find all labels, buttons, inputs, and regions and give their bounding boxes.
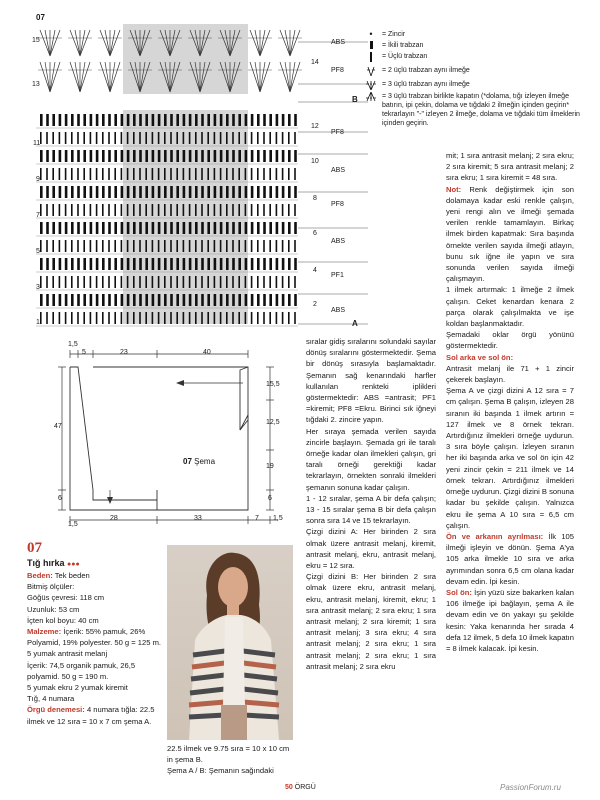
legend (366, 30, 588, 128)
row-num: 13 (32, 81, 40, 88)
photo-caption: 22.5 ilmek ve 9.75 sıra = 10 x 10 cm in şema B. Şema A / B: Şemanın sağındaki (167, 744, 290, 776)
page-number: 50 (285, 784, 293, 791)
dim-label: 12,5 (266, 419, 280, 426)
right-row-num: 14 (311, 59, 319, 66)
legend-item: = İkili trabzan (366, 41, 588, 50)
row-num: 1 (36, 319, 40, 326)
dim-label: 23 (120, 349, 128, 356)
dim-label: 1,5 (273, 515, 283, 522)
schema-label: 07 Şema (183, 457, 216, 466)
article-number: 07 (27, 540, 42, 556)
right-row-num: 8 (313, 195, 317, 202)
watermark: PassionForum.ru (500, 783, 561, 792)
magazine-name: ÖRGÜ (294, 784, 316, 791)
dim-label: 1,5 (68, 341, 78, 348)
two-treble-same-stitch-icon (366, 66, 376, 76)
color-label: ABS (331, 307, 346, 314)
color-label: PF8 (331, 201, 344, 208)
row-num: 5 (36, 248, 40, 255)
right-row-num: 4 (313, 267, 317, 274)
three-treble-together-icon (366, 92, 376, 102)
legend-item: = Üçlü trabzan (366, 52, 588, 62)
article-title: Tığ hırka (27, 558, 65, 568)
right-row-num: 10 (311, 158, 319, 165)
legend-item: • = Zincir (366, 30, 588, 39)
right-row-num: 12 (311, 123, 319, 130)
chart-label-b: B (352, 95, 358, 104)
row-num: 3 (36, 284, 40, 291)
crochet-chart (28, 22, 368, 334)
dim-label: 5 (82, 349, 86, 356)
legend-item: = 3 üçlü trabzan birlikte kapatın (*dolama, tığı izleyen ilmeğe batırın, ipi çekin, dolama ve tığdaki 2 ilmeğin içinden geçirin* tekrarlayın "-" izleyen 2 ilmeğe, dolama ve tığdaki tüm ilmeklerin içinden geçirin. (366, 92, 588, 128)
row-num: 9 (36, 176, 40, 183)
chain-icon: • (369, 29, 373, 39)
right-row-num: 2 (313, 301, 317, 308)
color-label: ABS (331, 238, 346, 245)
model-photo (167, 545, 293, 740)
dim-label: 40 (203, 349, 211, 356)
legend-item: = 2 üçlü trabzan aynı ilmeğe (366, 66, 588, 76)
dim-label: 33 (194, 515, 202, 522)
dim-label: 7 (255, 515, 259, 522)
dim-label: 47 (54, 423, 62, 430)
color-label: ABS (331, 39, 346, 46)
dim-label: 19 (266, 463, 274, 470)
row-num: 7 (36, 212, 40, 219)
legend-item: = 3 üçlü trabzan aynı ilmeğe (366, 80, 588, 90)
model-illustration (167, 545, 293, 740)
pattern-schema (38, 340, 298, 530)
instructions-col2: sıralar gidiş sıralarını solundaki sayılar dönüş sıralarını göstermektedir. Şema bir dönüş sırasıyla başlamaktadır. Şemanın sağ kenarındaki harfler kullanılan renkteki iplikleri göstermektedir: ABS =antrasit; PF1 =kiremit; PF8 =Ekru. Birinci sık iğneyi tığdaki 2. zincire yapın. Her sıraya şemada verilen sayıda zincirle başlayın. Şemada gri ile taralı örneğe kadar olan ilmekleri çalışın, gri taralı örneği gerektiği kadar tekrarlayın, örnekten sonraki ilmekleri şemanın sonuna kadar çalışın. 1 - 12 sıralar, şema A bir defa çalışın; 13 - 15 sıralar şema B bir defa çalışın sonra sıra 14 ve 15 tekrarlayın. Çizgi dizini A: Her birinden 2 sıra olmak üzere antrasit melanj, kiremit, antrasit melanj, ekru, antrasit melanj, ekru = 12 sıra. Çizgi dizini B: Her birinden 2 sıra olmak üzere ekru, antrasit melanj, ekru, antrasit melanj, kiremit, ekru; 1 sıra antrasit melanj; 2 sıra ekru; 1 sıra antrasit melanj; 2 sıra kiremit; 1 sıra antrasit melanj; 3 sıra ekru; 4 sıra antrasit melanj; 2 sıra ekru; 1 sıra antrasit melanj; 2 sıra ekru; 1 sıra antrasit melanj; 2 sıra ekru (306, 337, 436, 671)
row-num: 11 (33, 140, 41, 147)
dim-label: 28 (110, 515, 118, 522)
dim-label: 1,5 (68, 521, 78, 528)
article-info: 07 Tığ hırka ●●● Beden: Tek beden Bitmiş ölçüler: Göğüs çevresi: 118 cm Uzunluk: 53 cm İçten kol boyu: 40 cm Malzeme: İçerik: 55% pamuk, 26% Polyamid, 19% polyester. 50 g = 125 m. 5 yumak antrasit melanj İçerik: 74,5 organik pamuk, 26,5 polyamid. 50 g = 190 m. 5 yumak ekru 2 yumak kiremit Tığ, 4 numara Örgü denemesi: 4 numara tığla: 22.5 ilmek ve 12 sıra = 10 x 7 cm şema A. (27, 540, 162, 726)
three-treble-same-stitch-icon (366, 80, 376, 90)
page-footer (285, 783, 316, 792)
color-label: ABS (331, 167, 346, 174)
double-crochet-icon (366, 41, 376, 50)
row-num: 15 (32, 37, 40, 44)
dim-label: 6 (268, 495, 272, 502)
dim-label: 6 (58, 495, 62, 502)
dim-label: 15,5 (266, 381, 280, 388)
color-label: PF8 (331, 129, 344, 136)
difficulty-badge: ●●● (67, 561, 80, 568)
chart-label-a: A (352, 319, 358, 328)
color-label: PF1 (331, 272, 344, 279)
chart-number: 07 (36, 13, 45, 22)
treble-crochet-icon (366, 52, 376, 62)
color-label: PF8 (331, 67, 344, 74)
instructions-col3: mit; 1 sıra antrasit melanj; 2 sıra ekru; 2 sıra kiremit; 5 sıra antrasit melanj; 2 sıra ekru; 1 sıra kiremit = 48 sıra. Not: Renk değiştirmek için son dolamaya kadar eski renkle çalışın, yeni rengi alın ve ilmeği şemada verilen renkle tamamlayın. Birkaç ilmek birden kapatmak: Sıra başında örnekte verilen sayıda ilmeği atlayın, bunu sık iğne ile yapın ve sıra sonunda verilen sayıda ilmeği çalışmayın. 1 ilmek artırmak: 1 ilmeğe 2 ilmek çalışın. Ceket kenardan kenara 2 parça olarak çalışılmakta ve işe koldan başlanmaktadır. Şemadaki oklar örgü yönünü göstermektedir. Sol arka ve sol ön: Antrasit melanj ile 71 + 1 zincir çekerek başlayın. Şema A ve çizgi dizini A 12 sıra = 7 cm çalışın. Şema B çalışın, izleyen 28 sıranın iki başında 1 ilmek artırın = 127 ilmek ve 8 örnek tekrarı. Artırdığınız ilmekleri örneğe uydurun. 3 sıra böyle çalışın. İzleyen sıranın her iki başında arka ve sol ön için 42 yeni zincir çekin = 211 ilmek ve 14 örnek tekrarı. Artırdığınız ilmekleri örneğe uydurun. Çizgi dizini B sonuna kadar bu şekilde çalışın. Yalnızca ekru ile şema A 10 sıra = 6,5 cm çalışın. Ön ve arkanın ayrılması: İlk 105 ilmeği işleyin ve dönün. Şema A'ya 105 arka ilmekle 10 sıra ve arka ayrımından sonra 6,5 cm olana kadar devam edin. İpi kesin. Sol ön: İşin yüzü size bakarken kalan 106 ilmeğe ipi bağlayın, şema A ile devam edin ve ön yakayı şu şekilde kesin: Yaka kenarında her sırada 4 defa 12 ilmek, 5 defa 10 ilmek kapatın = 8 ilmek kalacak. İpi kesin. (446, 151, 574, 653)
right-row-num: 6 (313, 230, 317, 237)
